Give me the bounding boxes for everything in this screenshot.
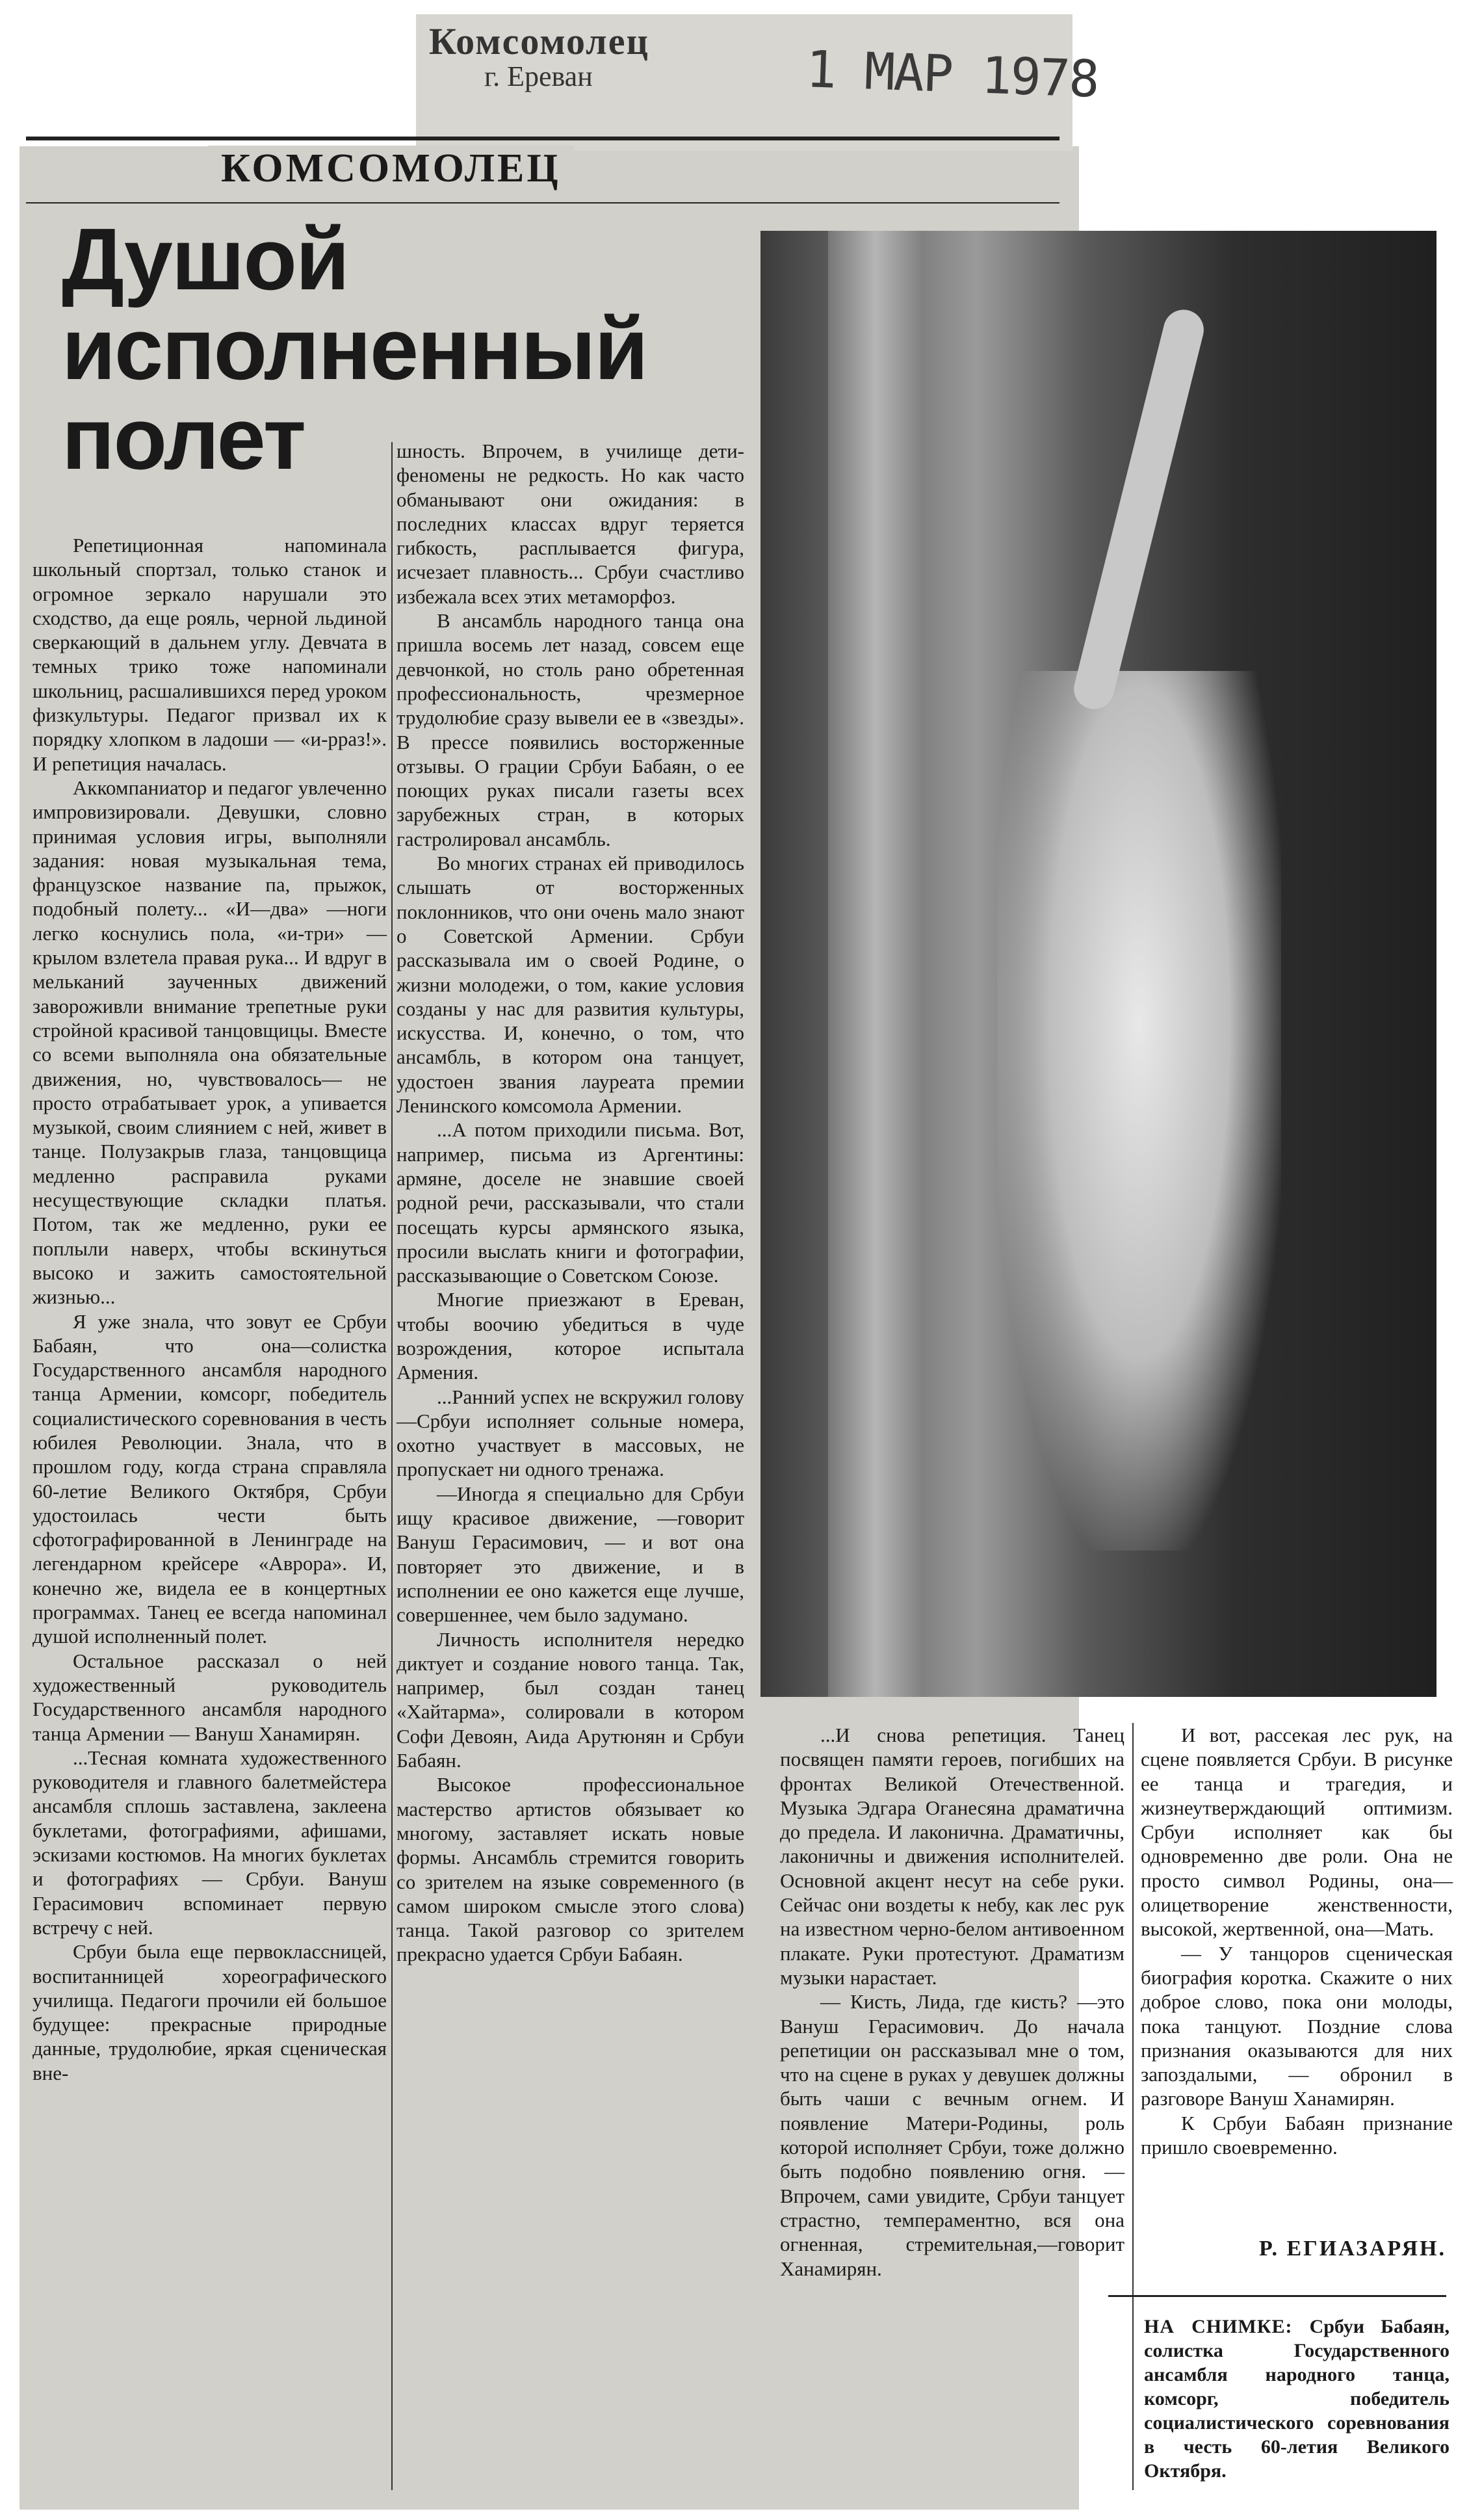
caption-divider bbox=[1108, 2295, 1446, 2297]
paragraph: Репетиционная напоминала школьный спортзал, только станок и огромное зеркало нарушали это сходство, да еще рояль, черной льдиной сверкающий в дальнем углу. Девчата в темных трико тоже напоминали школьниц, расшалившихся перед уроком физкультуры. Педагог призвал их к порядку хлопком в ладоши — «и-рраз!». И репетиция началась. bbox=[32, 534, 387, 775]
dancer-photo bbox=[760, 231, 1436, 1697]
photo-dancer-figure bbox=[997, 671, 1281, 1551]
paragraph: Я уже знала, что зовут ее Србуи Бабаян, что она—солистка Государственного ансамбля народного танца Армении, комсорг, победитель социалистического соревнования в честь юбилея Революции. Знала, что в прошлом году, когда страна справляла 60-летие Великого Октября, Србуи удостоилась чести быть сфотографированной в Ленинграде на легендарном крейсере «Аврора». И, конечно же, видела ее в концертных программах. Танец ее всегда напоминал душой исполненный полет. bbox=[32, 1309, 387, 1648]
paragraph: Во многих странах ей приводилось слышать от восторженных поклонников, что они очень мало знают о Советской Армении. Србуи рассказывала им о своей Родине, о жизни молодежи, о том, какие условия созданы у нас для развития культуры, искусства. И, конечно, о том, что ансамбль, в котором она танцует, удостоен звания лауреата премии Ленинского комсомола Армении. bbox=[396, 852, 744, 1118]
paragraph: ...Ранний успех не вскружил голову—Србуи исполняет сольные номера, охотно участвует в массовых, не пропускает ни одного тренажа. bbox=[396, 1385, 744, 1481]
label-newspaper-name: Комсомолец bbox=[429, 20, 649, 62]
headline-line: Душой bbox=[62, 210, 348, 308]
masthead-bar bbox=[26, 137, 1060, 203]
paragraph: — У танцоров сценическая биография коротка. Скажите о них доброе слово, пока они молоды, пока танцуют. Поздние слова признания оказываются для них запоздалыми, — обронил в разговоре Вануш Ханамирян. bbox=[1141, 1941, 1453, 2110]
article-column-2 bbox=[396, 439, 744, 1967]
caption-label: НА СНИМКЕ: bbox=[1144, 2316, 1310, 2337]
paragraph: ...Тесная комната художественного руководителя и главного балетмейстера ансамбля сплошь заставлена, заклеена буклетами, фотографиями, афишами, эскизами костюмов. На многих буклетах и фотографиях — Србуи. Вануш Герасимович вспоминает первую встречу с ней. bbox=[32, 1746, 387, 1939]
paragraph: Аккомпаниатор и педагог увлеченно импровизировали. Девушки, словно принимая условия игры, выполняли задания: новая музыкальная тема, французское название па, прыжок, подобный полету... «И—два» —ноги легко коснулись пола, «и-три» — крылом взлетела правая рука... И вдруг в мельканий заученных движений завороживли внимание трепетные руки стройной красивой танцовщицы. Вместе со всеми выполняла она обязательные движения, но, чувствовалось— не просто отрабатывает урок, а упивается музыкой, своим слиянием с ней, живет в танце. Полузакрыв глаза, танцовщица медленно расправила руками несуществующие складки платья. Потом, так же медленно, руки ее поплыли наверх, чтобы вскинуться высоко и зажить самостоятельной жизнью... bbox=[32, 776, 387, 1309]
column-rule bbox=[1132, 1723, 1134, 2490]
photo-caption bbox=[1144, 2315, 1450, 2483]
paragraph: — Кисть, Лида, где кисть? —это Вануш Герасимович. До начала репетиции он рассказывал мне о том, что на сцене в руках у девушек должны быть чаши с вечным огнем. И появление Матери-Родины, роль которой исполняет Србуи, тоже должно быть подобно появлению огня. —Впрочем, сами увидите, Србуи танцует страстно, темпераментно, вся она огненная, стремительная,—говорит Ханамирян. bbox=[780, 1990, 1124, 2280]
paragraph: ...А потом приходили письма. Вот, например, письма из Аргентины: армяне, доселе не знавшие своей родной речи, рассказывали, что стали посещать курсы армянского языка, просили выслать книги и фотографии, рассказывающие о Советском Союзе. bbox=[396, 1118, 744, 1287]
paragraph: К Србуи Бабаян признание пришло своевременно. bbox=[1141, 2111, 1453, 2159]
article-column-1 bbox=[32, 533, 387, 2085]
paragraph: Многие приезжают в Ереван, чтобы воочию убедиться в чуде возрождения, которое испытала Армения. bbox=[396, 1288, 744, 1384]
paragraph: Личность исполнителя нередко диктует и создание нового танца. Так, например, был создан танец «Хайтарма», солировали в котором Софи Девоян, Аида Арутюнян и Србуи Бабаян. bbox=[396, 1627, 744, 1772]
paragraph: И вот, рассекая лес рук, на сцене появляется Србуи. В рисунке ее танца и трагедия, и жизнеутверждающий оптимизм. Србуи исполняет как бы одновременно две роли. Она не просто символ Родины, она—олицетворение женственности, высокой, жертвенной, она—Мать. bbox=[1141, 1724, 1453, 1941]
paragraph: ...И снова репетиция. Танец посвящен памяти героев, погибших на фронтах Великой Отечественной. Музыка Эдгара Оганесяна драматична до предела. И лаконична. Драматичны, лаконичны и движения исполнителей. Основной акцент несут на себе руки. Сейчас они воздеты к небу, как лес рук на известном черно-белом антивоенном плакате. Руки протестуют. Драматизм музыки нарастает. bbox=[780, 1724, 1124, 1989]
paragraph: —Иногда я специально для Србуи ищу красивое движение, —говорит Вануш Герасимович, — и вот она повторяет это движение, и в исполнении ее оно кажется еще лучше, совершеннее, чем было задумано. bbox=[396, 1482, 744, 1627]
photo-column-shape bbox=[828, 231, 923, 1697]
headline-line: исполненный bbox=[62, 300, 647, 398]
paragraph: шность. Впрочем, в училище дети-феномены не редкость. Но как часто обманывают они ожидания: в последних классах вдруг теряется гибкость, расплывается фигура, исчезает плавность... Србуи счастливо избежала всех этих метаморфоз. bbox=[396, 440, 744, 608]
article-column-4 bbox=[1141, 1723, 1453, 2159]
author-byline: Р. ЕГИАЗАРЯН. bbox=[1258, 2237, 1446, 2261]
paragraph: В ансамбль народного танца она пришла восемь лет назад, совсем еще девчонкой, но столь рано обретенная профессиональность, чрезмерное трудолюбие сразу вывели ее в «звезды». В прессе появились восторженные отзывы. О грации Србуи Бабаян, о ее поющих руках писали газеты всех зарубежных стран, в которых гастролировал ансамбль. bbox=[396, 609, 744, 850]
photo-raised-arm bbox=[1070, 306, 1208, 714]
paragraph: Высокое профессиональное мастерство артистов обязывает ко многому, заставляет искать новые формы. Ансамбль стремится говорить со зрителем на языке современного (в самом широком смысле этого слова) танца. Такой разговор со зрителем прекрасно удается Србуи Бабаян. bbox=[396, 1773, 744, 1966]
masthead-title: КОМСОМОЛЕЦ bbox=[208, 146, 574, 192]
column-rule bbox=[391, 442, 393, 2490]
paragraph: Остальное рассказал о ней художественный руководитель Государственного ансамбля народного танца Армении — Вануш Ханамирян. bbox=[32, 1649, 387, 1745]
date-stamp: 1 МАР 1978 bbox=[805, 40, 1100, 109]
paragraph: Србуи была еще первоклассницей, воспитанницей хореографического училища. Педагоги прочили ей большое будущее: прекрасные природные данные, трудолюбие, яркая сценическая вне- bbox=[32, 1940, 387, 2084]
article-column-3 bbox=[780, 1723, 1124, 2281]
headline-line: полет bbox=[62, 389, 306, 488]
caption-text: Србуи Бабаян, солистка Государственного ансамбля народного танца, комсорг, победитель социалистического соревнования в честь 60-летия Великого Октября. bbox=[1144, 2316, 1450, 2482]
label-city: г. Ереван bbox=[484, 60, 593, 92]
